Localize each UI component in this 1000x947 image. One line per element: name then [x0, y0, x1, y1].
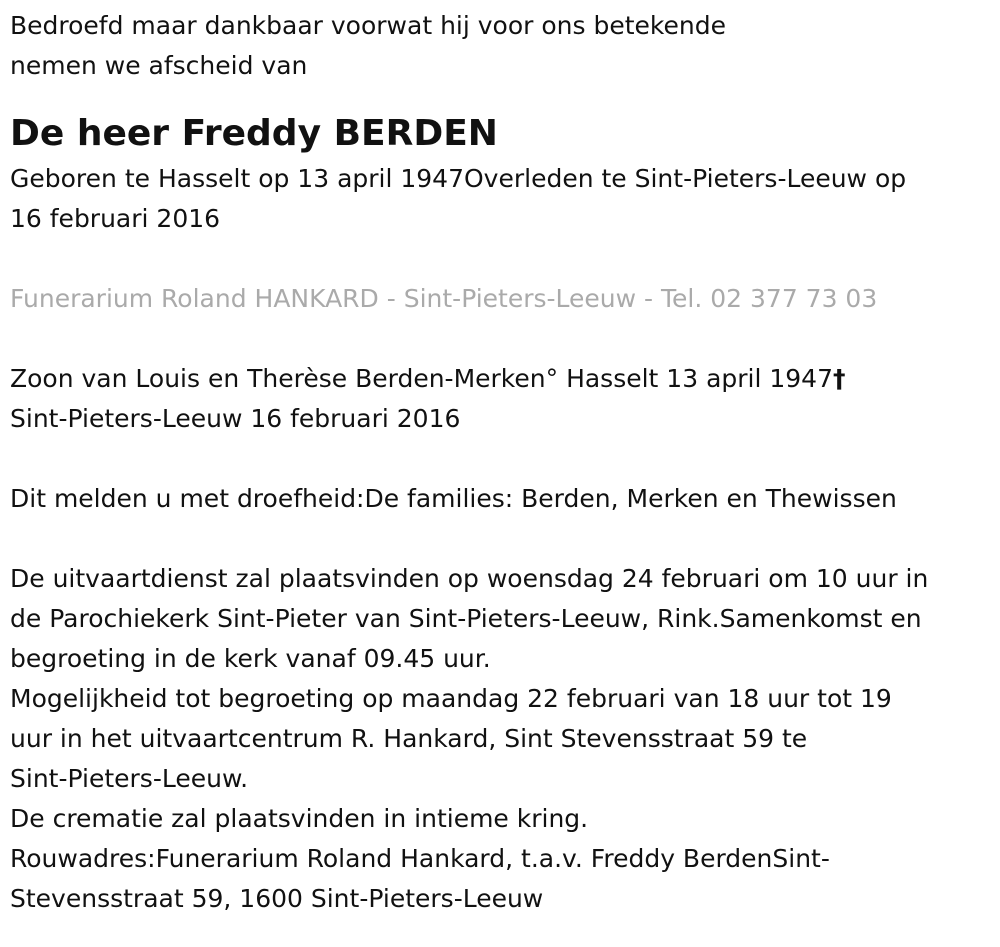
service-line-6: Sint-Pieters-Leeuw. [10, 764, 249, 793]
spacer [10, 519, 990, 559]
cross-icon: † [833, 364, 846, 393]
service-line-2: de Parochiekerk Sint-Pieter van Sint-Pieters-Leeuw, Rink.Samenkomst en [10, 604, 922, 633]
born-died-line-1: Geboren te Hasselt op 13 april 1947Overleden te Sint-Pieters-Leeuw op [10, 164, 907, 193]
service-line-5: uur in het uitvaartcentrum R. Hankard, Sint Stevensstraat 59 te [10, 724, 808, 753]
service-line-4: Mogelijkheid tot begroeting op maandag 22 februari van 18 uur tot 19 [10, 684, 892, 713]
service-line-1: De uitvaartdienst zal plaatsvinden op woensdag 24 februari om 10 uur in [10, 564, 929, 593]
service-line-9: Stevensstraat 59, 1600 Sint-Pieters-Leeuw [10, 884, 544, 913]
parents-text: Zoon van Louis en Therèse Berden-Merken° Hasselt 13 april 1947 [10, 364, 833, 393]
parents-line-1 [10, 359, 990, 399]
service-line-8: Rouwadres:Funerarium Roland Hankard, t.a.v. Freddy BerdenSint- [10, 844, 830, 873]
intro-line-2: nemen we afscheid van [10, 51, 308, 80]
spacer [10, 239, 990, 279]
spacer [10, 319, 990, 359]
born-died-line-2: 16 februari 2016 [10, 204, 221, 233]
service-line-7: De crematie zal plaatsvinden in intieme kring. [10, 804, 589, 833]
families-line: Dit melden u met droefheid:De families: Berden, Merken en Thewissen [10, 484, 897, 513]
spacer [10, 439, 990, 479]
deceased-name: De heer Freddy BERDEN [10, 113, 498, 154]
parents-line-2: Sint-Pieters-Leeuw 16 februari 2016 [10, 404, 461, 433]
funeral-home-line: Funerarium Roland HANKARD - Sint-Pieters-Leeuw - Tel. 02 377 73 03 [10, 284, 878, 313]
intro-line-1: Bedroefd maar dankbaar voorwat hij voor ons betekende [10, 11, 726, 40]
service-line-3: begroeting in de kerk vanaf 09.45 uur. [10, 644, 491, 673]
